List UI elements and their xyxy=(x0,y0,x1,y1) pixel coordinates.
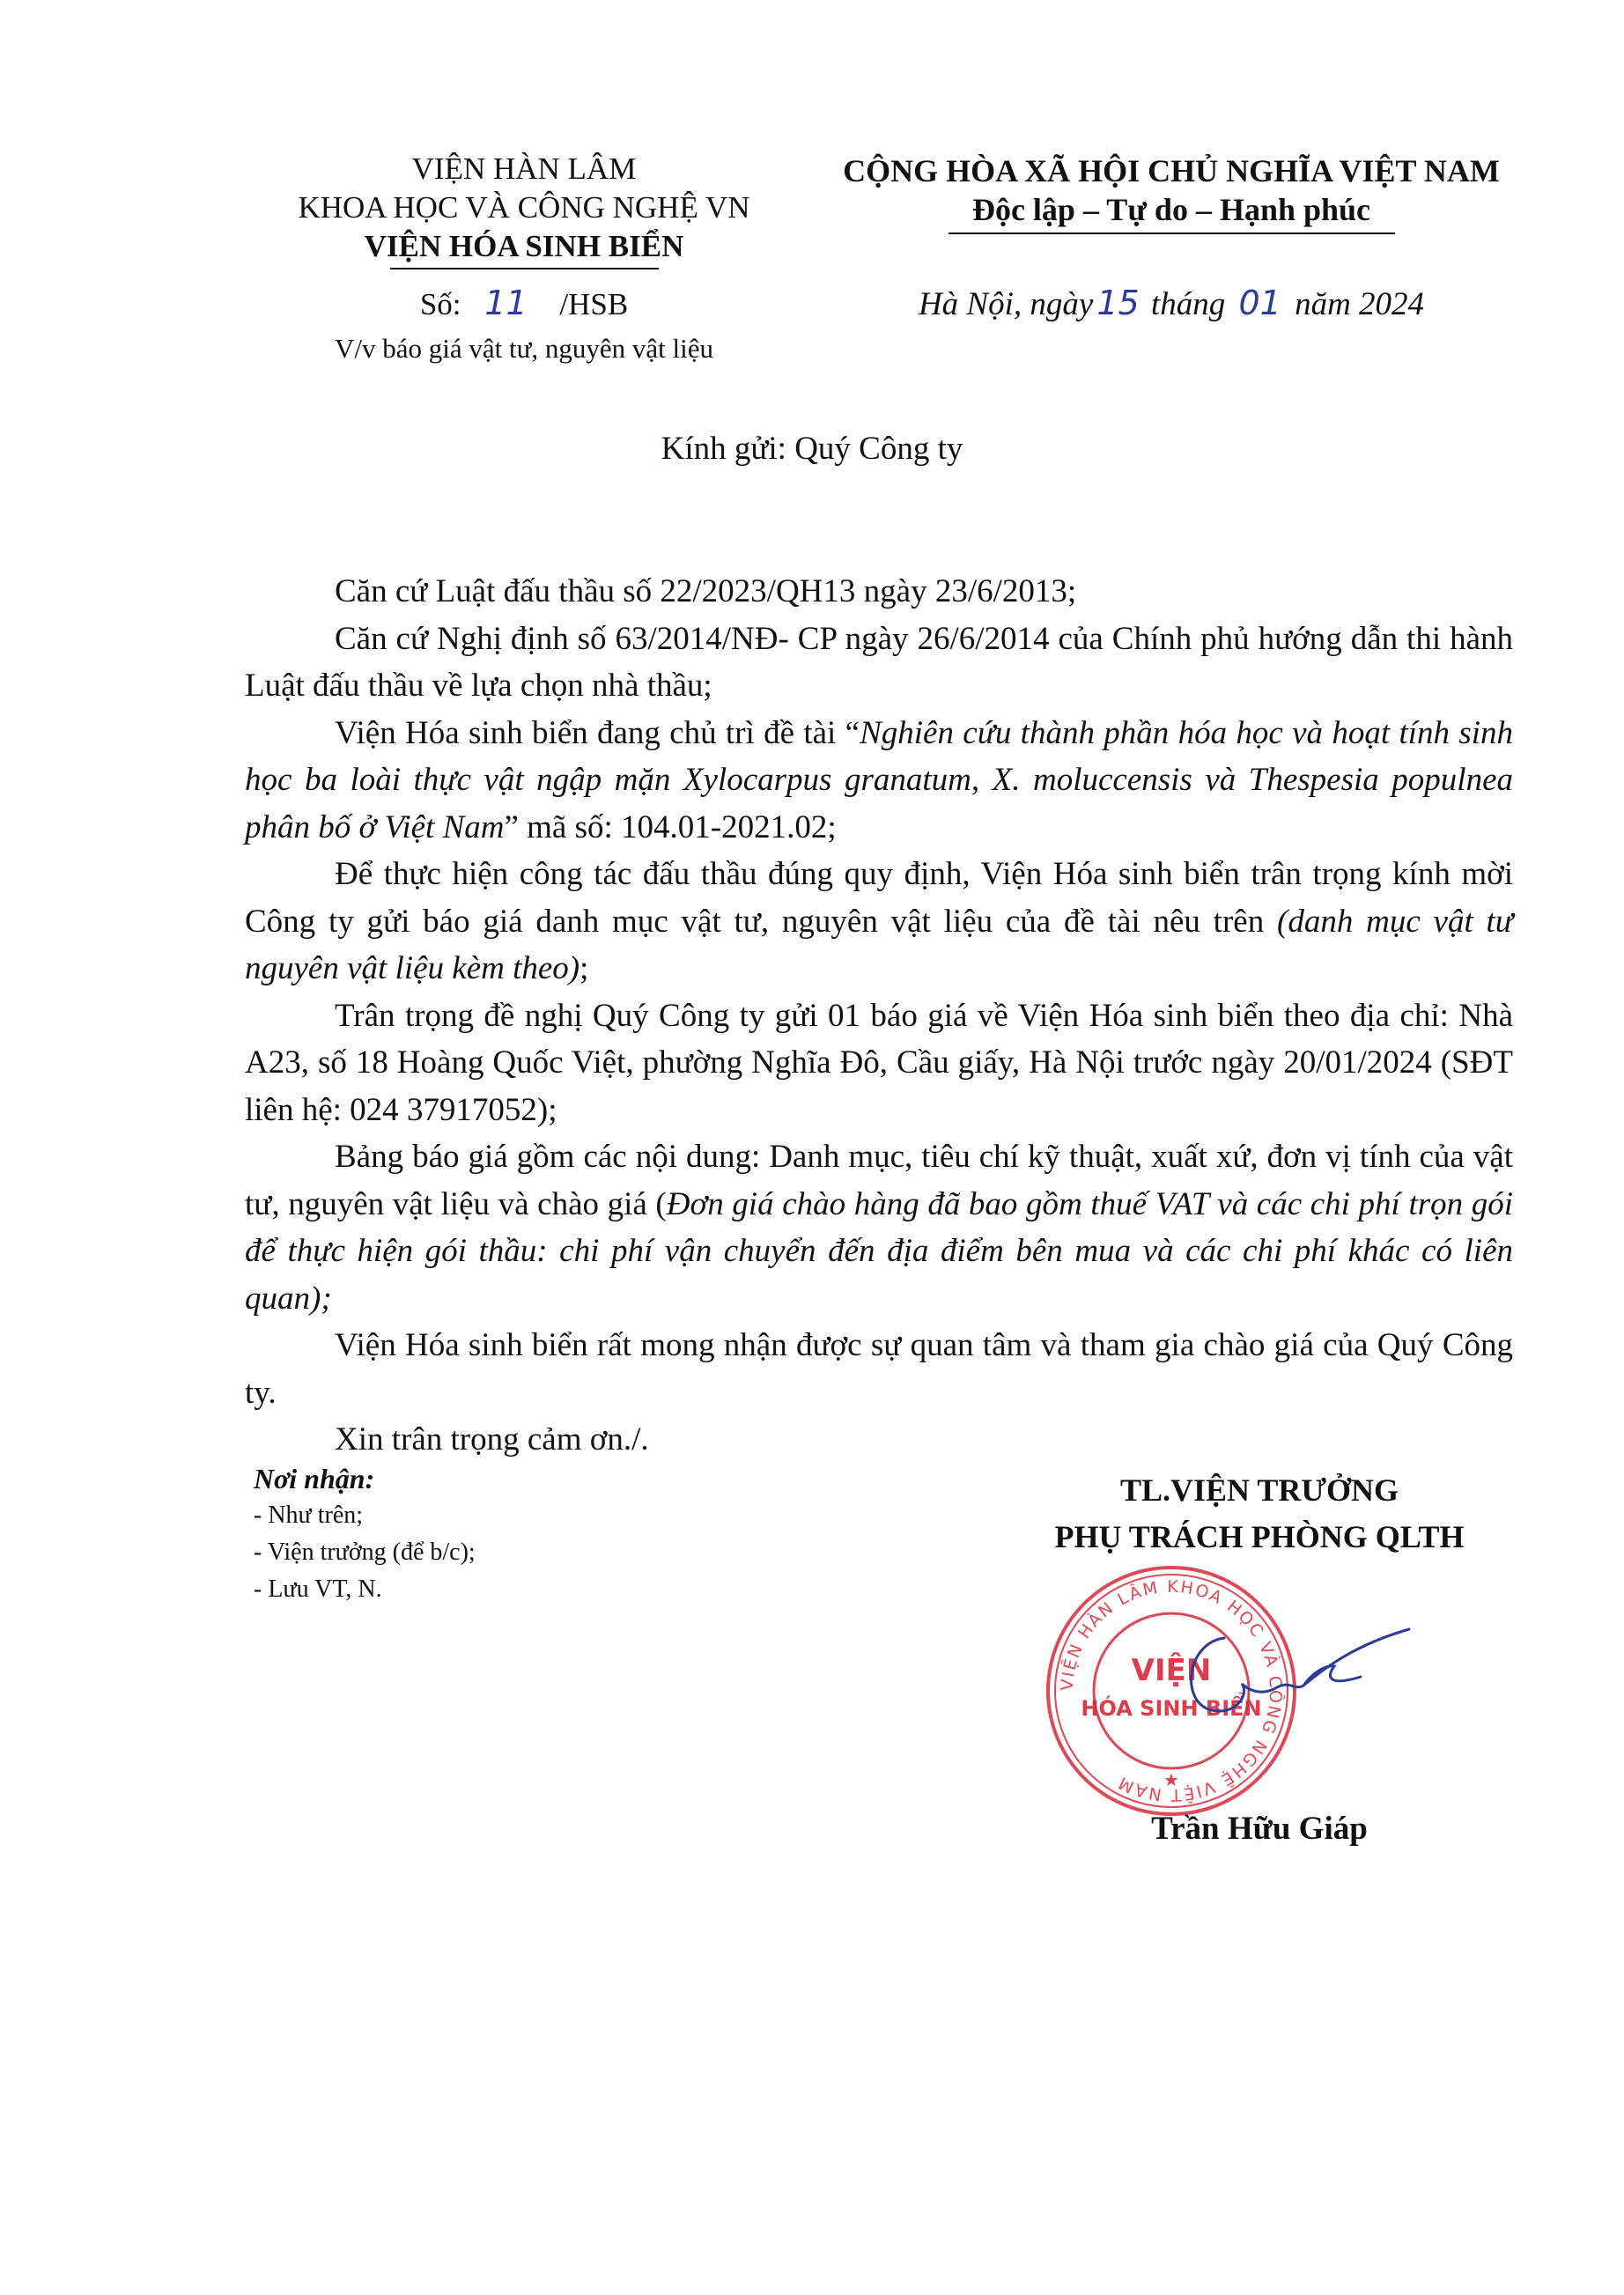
doc-number-prefix: Số: xyxy=(419,287,461,321)
paragraph-legal-basis-1: Căn cứ Luật đấu thầu số 22/2023/QH13 ngày 23/6/2013; xyxy=(335,573,1077,609)
seal-center-line-2: HÓA SINH BIỂN xyxy=(1081,1696,1262,1721)
price-note: Đơn giá chào hàng đã bao gồm thuế VAT và các chi phí trọn gói để thực hiện gói thầu: chi phí vận chuyển đến địa điểm bên mua và các chi phí khác có liên quan); xyxy=(245,1185,1514,1317)
paragraph-address: Trân trọng đề nghị Quý Công ty gửi 01 báo giá về Viện Hóa sinh biển theo địa chỉ: Nhà A23, số 18 Hoàng Quốc Việt, phường Nghĩa Đô, Cầu giấy, Hà Nội trước ngày 20/01/2024 (SĐT liên hệ: 024 37917052); xyxy=(245,997,1513,1128)
handwritten-signature xyxy=(1171,1612,1418,1735)
recipient-item: - Như trên; xyxy=(254,1502,364,1529)
national-header xyxy=(819,151,1524,234)
attachment-note: (danh mục vật tư nguyên vật liệu kèm theo) xyxy=(245,903,1513,986)
signer-name: Trần Hữu Giáp xyxy=(1151,1811,1368,1847)
salutation: Kính gửi: Quý Công ty xyxy=(661,431,963,467)
document-subject: V/v báo giá vật tư, nguyên vật liệu xyxy=(334,333,714,364)
signature-position: PHỤ TRÁCH PHÒNG QLTH xyxy=(1054,1519,1465,1554)
recipient-item: - Lưu VT, N. xyxy=(254,1576,382,1603)
letter-body xyxy=(245,568,1513,1464)
issuer-name: VIỆN HÓA SINH BIỂN xyxy=(364,229,684,263)
recipients-title: Nơi nhận: xyxy=(254,1463,375,1494)
date-month-label: tháng xyxy=(1150,286,1226,322)
signature-authority: TL.VIỆN TRƯỞNG xyxy=(1119,1472,1399,1508)
issuer-header xyxy=(264,150,784,269)
seal-center-line-1: VIỆN xyxy=(1131,1653,1212,1688)
paragraph-closing: Viện Hóa sinh biển rất mong nhận được sự quan tâm và tham gia chào giá của Quý Công ty. xyxy=(245,1327,1513,1411)
paragraph-legal-basis-2: Căn cứ Nghị định số 63/2014/NĐ- CP ngày 26/6/2014 của Chính phủ hướng dẫn thi hành Luật đấu thầu về lựa chọn nhà thầu; xyxy=(245,620,1513,704)
seal-ring-text: VIỆN HÀN LÂM KHOA HỌC VÀ CÔNG NGHỆ VIỆT NAM xyxy=(1057,1576,1286,1805)
date-month-handwritten: 01 xyxy=(1238,284,1281,322)
paragraph-quote-content: Bảng báo giá gồm các nội dung: Danh mục, tiêu chí kỹ thuật, xuất xứ, đơn vị tính của vật tư, nguyên vật liệu và chào giá (Đơn giá chào hàng đã bao gồm thuế VAT và các chi phí trọn gói để thực hiện gói thầu: chi phí vận chuyển đến địa điểm bên mua và các chi phí khác có liên quan); xyxy=(245,1139,1514,1317)
recipients-list xyxy=(254,1460,476,1608)
paragraph-project: Viện Hóa sinh biển đang chủ trì đề tài “Nghiên cứu thành phần hóa học và hoạt tính sinh học ba loài thực vật ngập mặn Xylocarpus granatum, X. moluccensis và Thespesia populnea phân bố ở Việt Nam” mã số: 104.01-2021.02; xyxy=(245,714,1513,845)
doc-number-suffix: /HSB xyxy=(559,287,629,321)
signature-title xyxy=(969,1467,1550,1561)
national-motto: Độc lập – Tự do – Hạnh phúc xyxy=(971,192,1371,227)
issuer-line-1: VIỆN HÀN LÂM xyxy=(411,151,637,186)
motto-underline xyxy=(949,232,1395,234)
doc-number-handwritten: 11 xyxy=(484,284,528,322)
recipient-item: - Viện trưởng (để b/c); xyxy=(254,1539,476,1566)
seal-star-icon: ★ xyxy=(1163,1769,1179,1790)
paragraph-thanks: Xin trân trọng cảm ơn./. xyxy=(335,1421,649,1457)
issuer-underline xyxy=(390,268,659,269)
document-date xyxy=(819,284,1524,323)
date-prefix: Hà Nội, ngày xyxy=(918,286,1094,322)
document-number xyxy=(264,284,784,322)
date-day-handwritten: 15 xyxy=(1096,284,1140,322)
project-title: Nghiên cứu thành phần hóa học và hoạt tính sinh học ba loài thực vật ngập mặn Xylocarpus granatum, X. moluccensis và Thespesia populnea phân bố ở Việt Nam xyxy=(245,714,1513,845)
issuer-line-2: KHOA HỌC VÀ CÔNG NGHỆ VN xyxy=(298,190,750,225)
national-title: CỘNG HÒA XÃ HỘI CHỦ NGHĨA VIỆT NAM xyxy=(843,153,1500,188)
date-suffix: năm 2024 xyxy=(1295,286,1425,322)
paragraph-invitation: Để thực hiện công tác đấu thầu đúng quy định, Viện Hóa sinh biển trân trọng kính mời Công ty gửi báo giá danh mục vật tư, nguyên vật liệu của đề tài nêu trên (danh mục vật tư nguyên vật liệu kèm theo); xyxy=(245,856,1513,986)
